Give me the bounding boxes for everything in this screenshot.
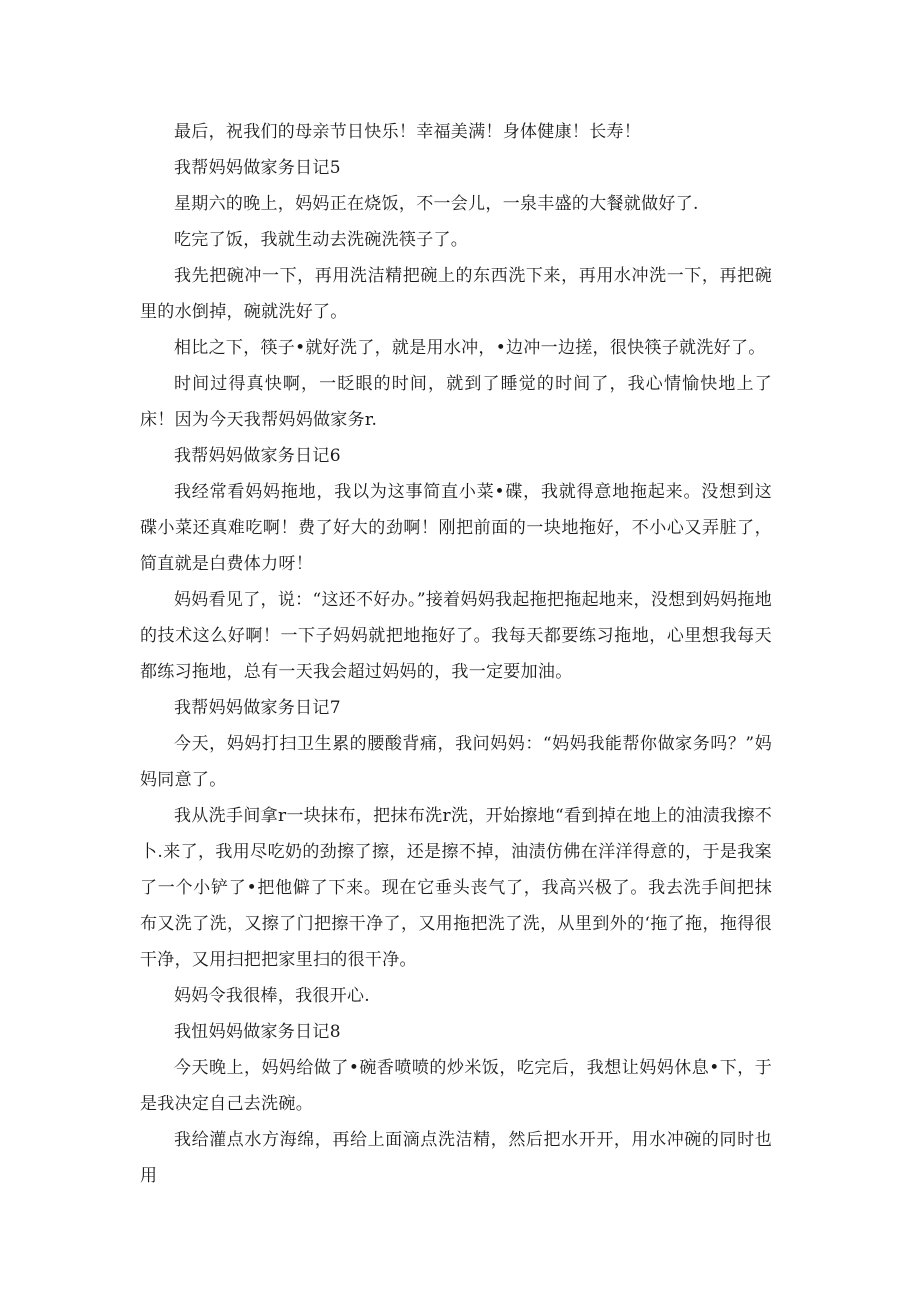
body-paragraph: 时间过得真快啊，一眨眼的时间，就到了睡觉的时间了，我心情愉快地上了床！因为今天我帮妈妈做家务r. [140,374,772,430]
body-paragraph: 今天，妈妈打扫卫生累的腰酸背痛，我问妈妈：“妈妈我能帮你做家务吗？”妈妈同意了。 [140,734,772,790]
body-paragraph: 相比之下，筷子•就好洗了，就是用水冲，•边冲一边搓，很快筷子就洗好了。 [174,338,766,358]
body-paragraph: 妈妈令我很棒，我很开心. [174,986,371,1006]
body-paragraph: 今天晚上，妈妈给做了•碗香喷喷的炒米饭，吃完后，我想让妈妈休息•下，于是我决定自己去洗碗。 [140,1058,772,1114]
body-paragraph: 星期六的晚上，妈妈正在烧饭，不一会儿，一泉丰盛的大餐就做好了. [174,194,699,214]
body-paragraph: 我从洗手间拿r一块抹布，把抹布洗r洗，开始擦地“看到掉在地上的油渍我擦不卜.来了，我用尽吃奶的劲擦了擦，还是擦不掉，油渍仿佛在洋洋得意的，于是我案了一个小铲了•把他僻了下来。现在它垂头丧气了，我高兴极了。我去洗手间把抹布又洗了洗，又擦了门把擦干净了，又用拖把洗了洗，从里到外的‘拖了拖，拖得很干净，又用扫把把家里扫的很干净。 [140,806,772,970]
body-paragraph: 吃完了饭，我就生动去洗碗洗筷子了。 [174,230,469,250]
diary-heading-8: 我忸妈妈做家务日记8 [174,1022,341,1042]
body-paragraph: 我先把碗冲一下，再用洗洁精把碗上的东西洗下来，再用水冲洗一下，再把碗里的水倒掉，碗就洗好了。 [140,266,772,322]
body-paragraph: 我经常看妈妈拖地，我以为这事简直小菜•碟，我就得意地拖起来。没想到这碟小菜还真难吃啊！费了好大的劲啊！刚把前面的一块地拖好，不小心又弄脏了，简直就是白费体力呀！ [140,482,772,574]
diary-heading-6: 我帮妈妈做家务日记6 [174,446,341,466]
document-page [140,114,772,1194]
body-paragraph: 我给灌点水方海绵，再给上面滴点洗洁精，然后把水开开，用水冲碗的同时也用 [140,1130,772,1186]
closing-paragraph: 最后，祝我们的母亲节日快乐！幸福美满！身体健康！长寿！ [174,122,642,142]
diary-heading-5: 我帮妈妈做家务日记5 [174,158,341,178]
body-paragraph: 妈妈看见了，说：“这还不好办。”接着妈妈我起拖把拖起地来，没想到妈妈拖地的技术这么好啊！一下子妈妈就把地拖好了。我每天都要练习拖地，心里想我每天都练习拖地，总有一天我会超过妈妈的，我一定要加油。 [140,590,772,682]
diary-heading-7: 我帮妈妈做家务日记7 [174,698,341,718]
